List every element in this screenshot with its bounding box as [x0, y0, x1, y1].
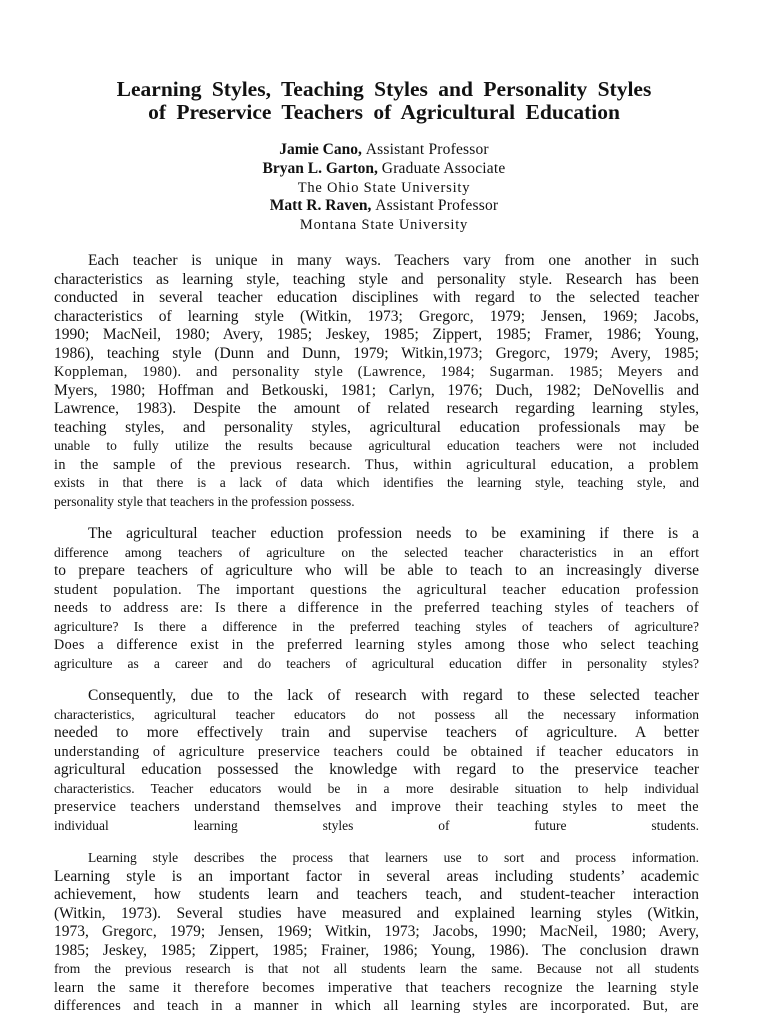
paragraph-2 — [54, 525, 699, 673]
paragraph-line: characteristics. Teacher educators would be in a more desirable situation to help individual — [54, 780, 699, 796]
paragraph-line: exists in that there is a lack of data which identifies the learning style, teaching style, and — [54, 475, 699, 490]
body-text — [54, 252, 699, 1016]
paragraph-line: 1986), teaching style (Dunn and Dunn, 1979; Witkin,1973; Gregorc, 1979; Avery, 1985; — [54, 344, 699, 362]
paragraph-line: conducted in several teacher education disciplines with regard to the selected teacher — [54, 289, 699, 306]
paragraph-line: in the sample of the previous research. Thus, within agricultural education, a problem — [54, 456, 699, 473]
paragraph-line: characteristics, agricultural teacher educators do not possess all the necessary information — [54, 706, 699, 722]
paragraph-line: agriculture as a career and do teachers of agricultural education differ in personality styles? — [54, 655, 699, 671]
paragraph-line: 1990; MacNeil, 1980; Avery, 1985; Jeskey, 1985; Zippert, 1985; Framer, 1986; Young, — [54, 326, 699, 343]
author-1-role: Assistant Professor — [365, 141, 489, 158]
paragraph-line: understanding of agriculture preservice teachers could be obtained if teacher educators in — [54, 743, 699, 760]
paragraph-line: Does a difference exist in the preferred learning styles among those who select teaching — [54, 637, 699, 653]
author-1 — [0, 141, 768, 159]
paragraph-line: The agricultural teacher eduction profession needs to be examining if there is a — [88, 525, 699, 542]
paragraph-line: Lawrence, 1983). Despite the amount of related research regarding learning styles, — [54, 400, 699, 417]
paragraph-line: personality style that teachers in the profession possess. — [54, 493, 355, 509]
author-3 — [0, 197, 768, 215]
paragraph-1 — [54, 252, 699, 511]
paragraph-line: agriculture? Is there a difference in the preferred teaching styles of teachers of agriculture? — [54, 618, 699, 634]
paper-title-line-2: of Preservice Teachers of Agricultural Education — [148, 100, 620, 124]
paragraph-line: to prepare teachers of agriculture who will be able to teach to an increasingly diverse — [54, 562, 699, 579]
paragraph-3 — [54, 687, 699, 835]
paragraph-line: (Witkin, 1973). Several studies have measured and explained learning styles (Witkin, — [54, 904, 699, 922]
paragraph-line: 1973, Gregorc, 1979; Jensen, 1969; Witkin, 1973; Jacobs, 1990; MacNeil, 1980; Avery, — [54, 923, 699, 940]
author-2-role: Graduate Associate — [381, 160, 506, 177]
paragraph-line: needed to more effectively train and supervise teachers of agriculture. A better — [54, 724, 699, 741]
author-2 — [0, 160, 768, 178]
author-3-role: Assistant Professor — [375, 197, 499, 214]
paragraph-line: from the previous research is that not all students learn the same. Because not all students — [54, 961, 699, 976]
paragraph-line: Consequently, due to the lack of research with regard to these selected teacher — [88, 687, 699, 704]
paragraph-line: differences and teach in a manner in which all learning styles are incorporated. But, are — [54, 998, 699, 1014]
paragraph-line: Learning style is an important factor in several areas including students’ academic — [54, 867, 699, 885]
paragraph-line: preservice teachers understand themselves and improve their teaching styles to meet the — [54, 799, 699, 815]
paragraph-line: difference among teachers of agriculture on the selected teacher characteristics in an effort — [54, 544, 699, 560]
author-1-name: Jamie Cano, — [279, 141, 362, 158]
paper-title-line-1: Learning Styles, Teaching Styles and Personality Styles — [116, 77, 652, 101]
paragraph-line: Learning style describes the process that learners use to sort and process information. — [88, 850, 699, 865]
paragraph-line: 1985; Jeskey, 1985; Zippert, 1985; Frainer, 1986; Young, 1986). The conclusion drawn — [54, 941, 699, 959]
paragraph-line: agricultural education possessed the knowledge with regard to the preservice teacher — [54, 761, 699, 778]
affiliation-2: Montana State University — [299, 217, 469, 233]
paragraph-4 — [54, 849, 699, 1016]
paragraph-line: Koppleman, 1980). and personality style (Lawrence, 1984; Sugarman. 1985; Meyers and — [54, 364, 699, 380]
paragraph-line: achievement, how students learn and teachers teach, and student-teacher interaction — [54, 886, 699, 903]
paragraph-line: teaching styles, and personality styles, agricultural education professionals may be — [54, 418, 699, 436]
paragraph-line: characteristics of learning style (Witkin, 1973; Gregorc, 1979; Jensen, 1969; Jacobs, — [54, 307, 699, 325]
affiliation-1: The Ohio State University — [297, 180, 471, 196]
paragraph-line: needs to address are: Is there a difference in the preferred teaching styles of teachers of — [54, 600, 699, 616]
paragraph-line: unable to fully utilize the results because agricultural education teachers were not included — [54, 438, 699, 453]
paragraph-line: Each teacher is unique in many ways. Teachers vary from one another in such — [88, 252, 699, 269]
author-2-name: Bryan L. Garton, — [262, 160, 378, 177]
author-3-name: Matt R. Raven, — [269, 197, 372, 214]
paragraph-line: learn the same it therefore becomes imperative that teachers recognize the learning style — [54, 979, 699, 996]
paragraph-line: student population. The important questions the agricultural teacher education profession — [54, 581, 699, 598]
paragraph-line: characteristics as learning style, teaching style and personality style. Research has been — [54, 270, 699, 288]
paragraph-line: individual learning styles of future students. — [54, 817, 699, 833]
paragraph-line: Myers, 1980; Hoffman and Betkouski, 1981; Carlyn, 1976; Duch, 1982; DeNovellis and — [54, 381, 699, 399]
